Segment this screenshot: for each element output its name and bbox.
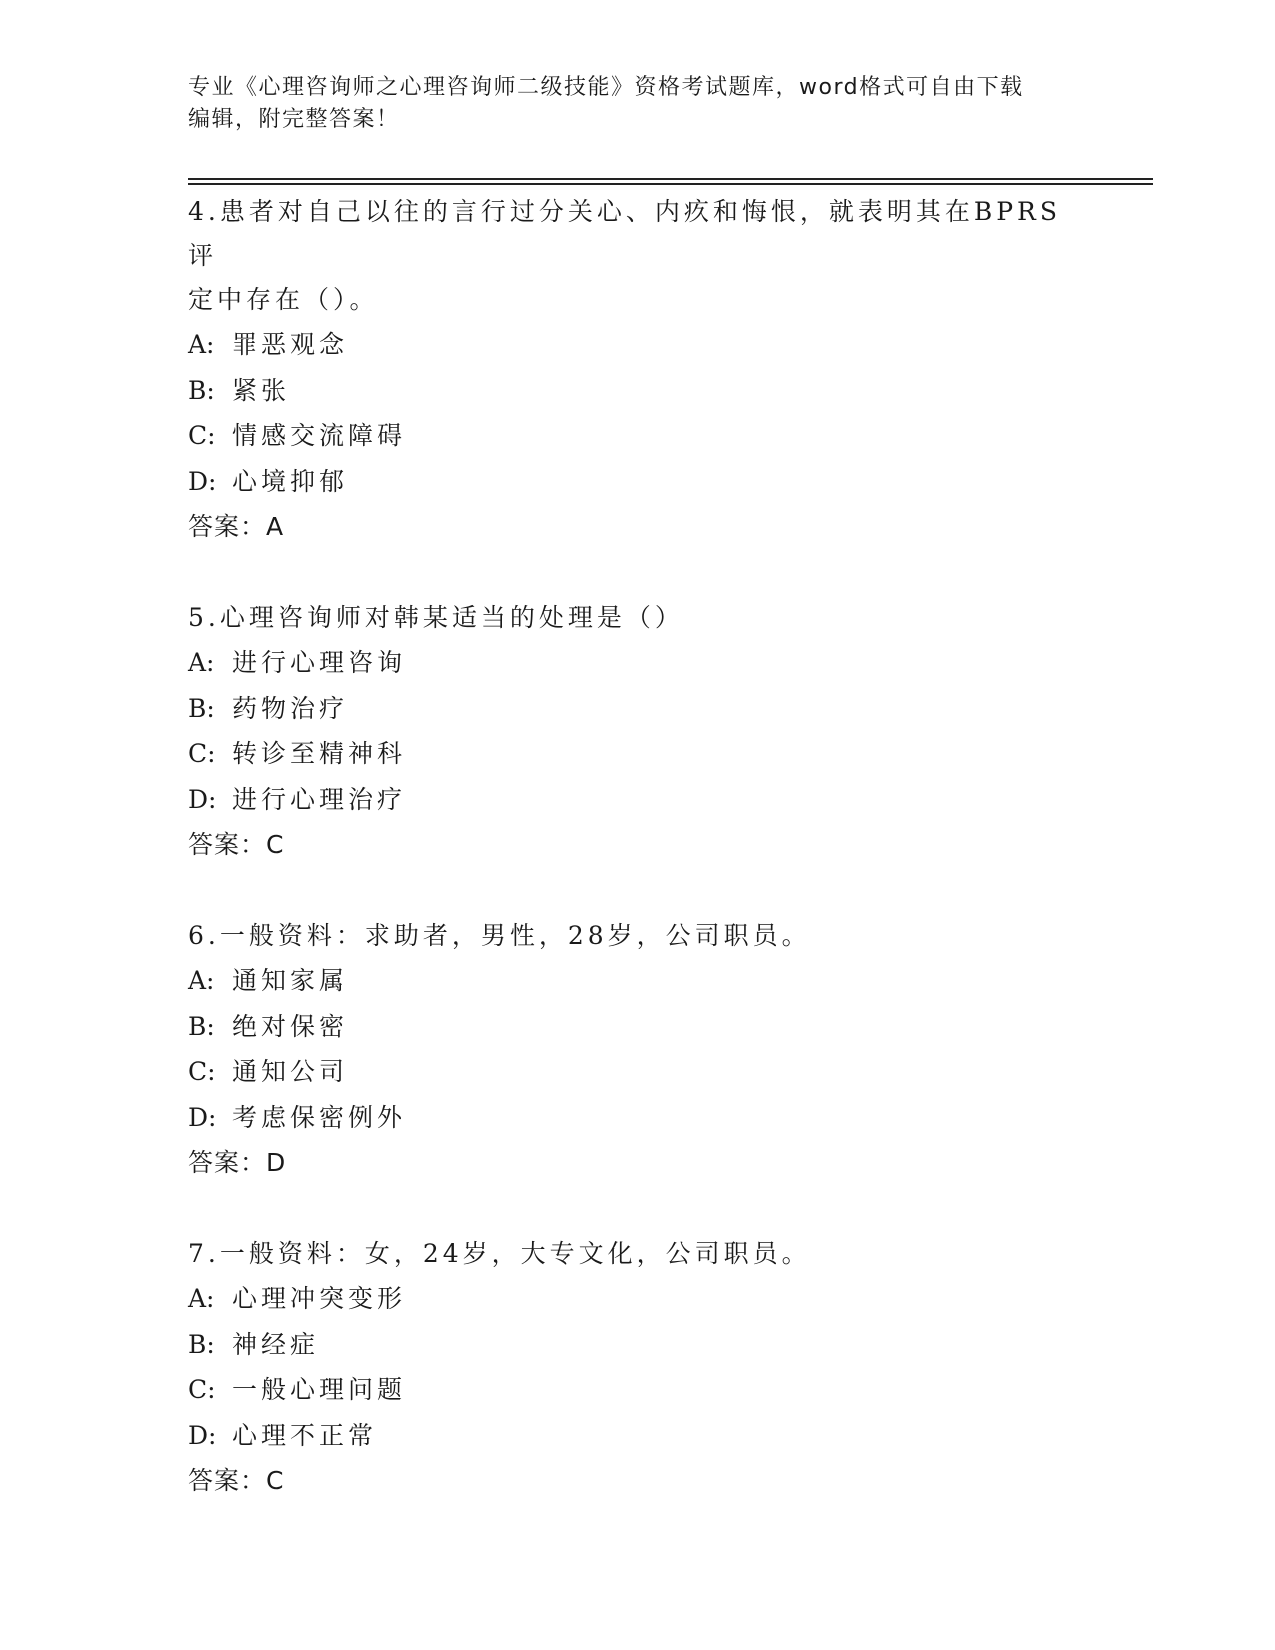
option-c xyxy=(188,413,1088,459)
option-text: 情感交流障碍 xyxy=(232,421,407,450)
option-text: 心理冲突变形 xyxy=(232,1284,407,1313)
option-text: 紧张 xyxy=(232,375,291,405)
option-a xyxy=(188,640,1088,686)
option-b xyxy=(188,1004,1088,1050)
option-letter: A: xyxy=(188,966,215,995)
question-list xyxy=(188,190,1088,1550)
option-c xyxy=(188,1049,1088,1095)
option-letter: B: xyxy=(188,693,215,723)
option-letter: A: xyxy=(188,1284,215,1313)
header-divider-bottom xyxy=(188,183,1153,185)
option-text: 药物治疗 xyxy=(232,693,349,723)
option-d xyxy=(188,1413,1088,1459)
option-text: 神经症 xyxy=(232,1329,320,1359)
question-text xyxy=(188,1232,1088,1276)
option-d xyxy=(188,1095,1088,1141)
option-letter: A: xyxy=(188,330,215,359)
option-text: 通知家属 xyxy=(232,966,349,995)
header-divider-top xyxy=(188,178,1153,180)
option-text: 进行心理治疗 xyxy=(232,784,407,814)
option-letter: B: xyxy=(188,1329,215,1359)
question-text xyxy=(188,596,1088,640)
question-text-line-1: 6.一般资料：求助者，男性，28岁，公司职员。 xyxy=(188,921,811,950)
question-text-line-1: 5.心理咨询师对韩某适当的处理是（） xyxy=(188,603,684,632)
header-line-1: 专业《心理咨询师之心理咨询师二级技能》资格考试题库，word格式可自由下载 xyxy=(188,75,1024,100)
document-header xyxy=(188,72,1088,136)
question-item xyxy=(188,914,1088,1185)
option-a xyxy=(188,322,1088,368)
question-text-line-1: 7.一般资料：女，24岁，大专文化，公司职员。 xyxy=(188,1239,811,1268)
option-text: 一般心理问题 xyxy=(232,1375,407,1404)
option-text: 罪恶观念 xyxy=(232,330,349,359)
option-letter: C: xyxy=(188,1057,216,1086)
option-text: 考虑保密例外 xyxy=(232,1102,407,1132)
option-b xyxy=(188,368,1088,414)
option-letter: D: xyxy=(188,1420,217,1450)
answer-line: 答案：C xyxy=(188,830,285,859)
option-letter: D: xyxy=(188,784,217,814)
option-c xyxy=(188,731,1088,777)
option-letter: C: xyxy=(188,1375,216,1404)
option-b xyxy=(188,686,1088,732)
answer-line: 答案：D xyxy=(188,1148,287,1177)
option-c xyxy=(188,1367,1088,1413)
option-letter: C: xyxy=(188,739,216,768)
header-line-2: 编辑，附完整答案！ xyxy=(188,107,400,132)
option-d xyxy=(188,777,1088,823)
option-text: 心理不正常 xyxy=(232,1420,378,1450)
option-text: 进行心理咨询 xyxy=(232,648,407,677)
question-text-line-1: 4.患者对自己以往的言行过分关心、内疚和悔恨，就表明其在BPRS评 xyxy=(188,197,1061,270)
option-text: 通知公司 xyxy=(232,1057,349,1086)
option-d xyxy=(188,459,1088,505)
question-item xyxy=(188,190,1088,549)
option-letter: B: xyxy=(188,375,215,405)
option-a xyxy=(188,1276,1088,1322)
option-text: 心境抑郁 xyxy=(232,466,349,496)
answer-line: 答案：A xyxy=(188,512,285,541)
option-a xyxy=(188,958,1088,1004)
question-item xyxy=(188,1232,1088,1503)
option-letter: A: xyxy=(188,648,215,677)
question-text-line-2: 定中存在（）。 xyxy=(188,285,379,314)
question-item xyxy=(188,596,1088,867)
answer-line: 答案：C xyxy=(188,1466,285,1495)
option-letter: D: xyxy=(188,1102,217,1132)
option-text: 转诊至精神科 xyxy=(232,739,407,768)
question-text xyxy=(188,914,1088,958)
question-text xyxy=(188,190,1088,322)
option-letter: B: xyxy=(188,1011,215,1041)
option-text: 绝对保密 xyxy=(232,1011,349,1041)
option-b xyxy=(188,1322,1088,1368)
option-letter: D: xyxy=(188,466,217,496)
option-letter: C: xyxy=(188,421,216,450)
